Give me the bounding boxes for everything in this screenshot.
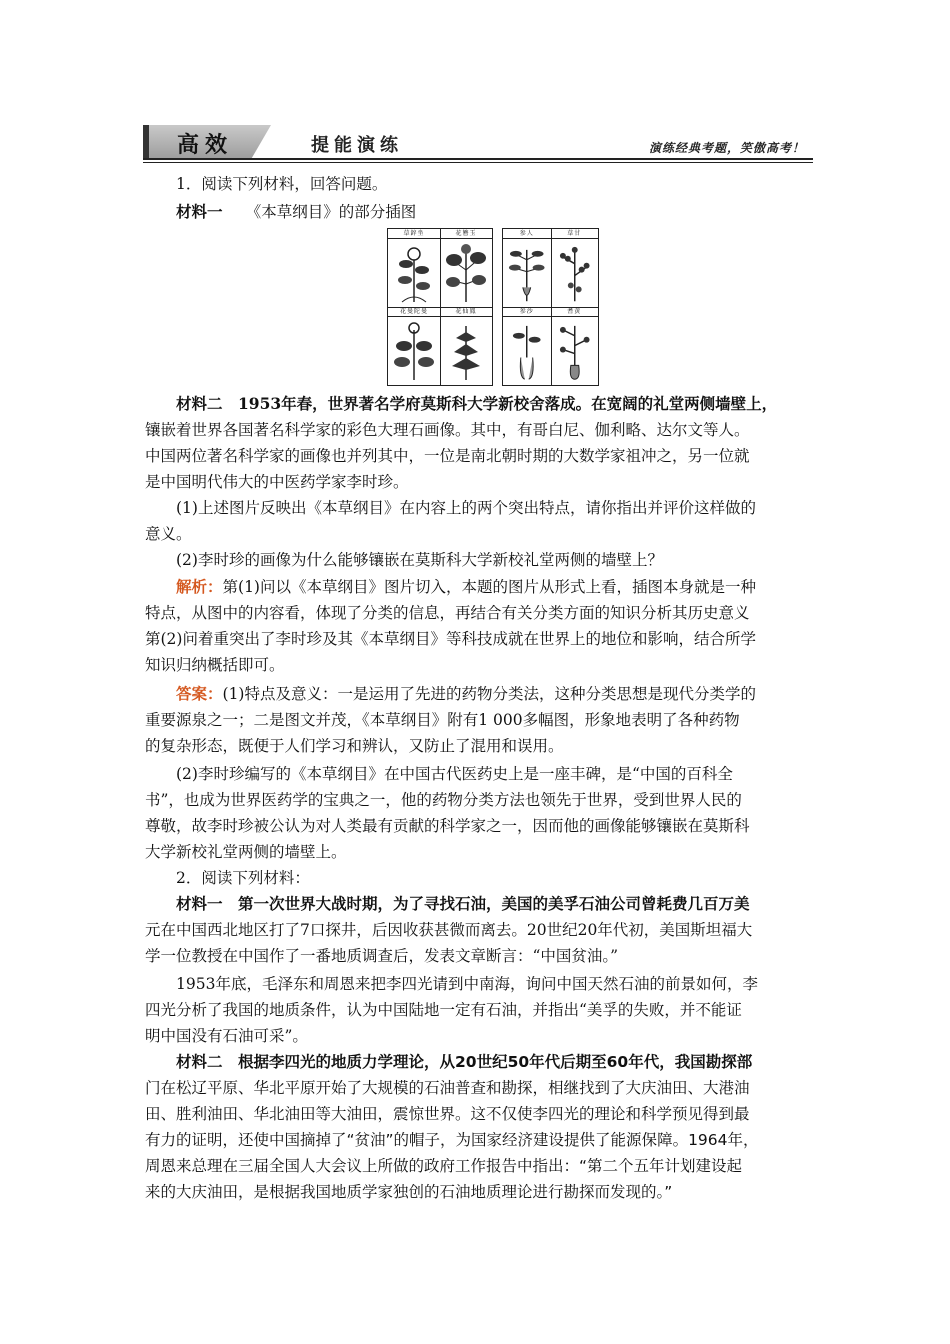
figure-cell-label: 参沙 bbox=[503, 307, 551, 317]
banner-title-main: 高效 bbox=[177, 133, 234, 158]
figure-cell-label: 草錊坐 bbox=[388, 229, 440, 239]
analysis-line: 知识归纳概括即可。 bbox=[145, 656, 285, 674]
analysis-line bbox=[176, 576, 756, 598]
q2-material1-line bbox=[176, 893, 750, 915]
figure-cell-label: 参人 bbox=[503, 229, 551, 239]
analysis-label: 解析： bbox=[176, 577, 223, 596]
answer-line: 重要源泉之一；二是图文并茂，《本草纲目》附有1 000多幅图，形象地表明了各种药物 bbox=[145, 711, 740, 729]
figure-cell bbox=[440, 229, 492, 307]
q2-material1b-line: 四光分析了我国的地质条件，认为中国陆地一定有石油，并指出“美孚的失败，并不能证 bbox=[145, 1001, 742, 1019]
banner-title-sub: 提能演练 bbox=[311, 135, 403, 156]
q1-material2-line bbox=[176, 393, 777, 415]
answer-line: 的复杂形态，既便于人们学习和辨认，又防止了混用和误用。 bbox=[145, 737, 564, 755]
q1-material1-label: 材料一 bbox=[176, 202, 223, 221]
q1-material2-line: 镶嵌着世界各国著名科学家的彩色大理石画像。其中，有哥白尼、伽利略、达尔文等人。 bbox=[145, 421, 750, 439]
q2-intro: 2．阅读下列材料： bbox=[176, 869, 310, 887]
banner-rule-thin bbox=[143, 162, 813, 163]
q1-material2-line: 中国两位著名科学家的画像也并列其中，一位是南北朝时期的大数学家祖冲之，另一位就 bbox=[145, 447, 750, 465]
answer-label: 答案： bbox=[176, 684, 223, 703]
q2-material1b-line: 1953年底，毛泽东和周恩来把李四光请到中南海，询问中国天然石油的前景如何，李 bbox=[176, 975, 758, 993]
q2-material1b-line: 明中国没有石油可采”。 bbox=[145, 1027, 308, 1045]
answer-text: (1)特点及意义：一是运用了先进的药物分类法，这种分类思想是现代分类学的 bbox=[222, 685, 756, 703]
figure-cell bbox=[551, 229, 599, 307]
q2-material2-line: 门在松辽平原、华北平原开始了大规模的石油普查和勘探，相继找到了大庆油田、大港油 bbox=[145, 1079, 750, 1097]
q2-material2-line: 有力的证明，还使中国摘掉了“贫油”的帽子，为国家经济建设提供了能源保障。1964年， bbox=[145, 1131, 759, 1149]
q1-material1-text: 《本草纲目》的部分插图 bbox=[253, 203, 417, 221]
answer2-line: (2)李时珍编写的《本草纲目》在中国古代医药史上是一座丰碑，是“中国的百科全 bbox=[176, 765, 733, 783]
section-banner bbox=[143, 125, 813, 161]
banner-rule bbox=[143, 158, 813, 160]
answer2-line: 大学新校礼堂两侧的墙壁上。 bbox=[145, 843, 347, 861]
q2-material1-line: 元在中国西北地区打了7口探井，后因收获甚微而离去。20世纪20年代初，美国斯坦福大 bbox=[145, 921, 753, 939]
q1-material1 bbox=[176, 201, 416, 223]
q2-material2-line: 来的大庆油田，是根据我国地质学家独创的石油地质理论进行勘探而发现的。” bbox=[145, 1183, 673, 1201]
plant-illustration-icon bbox=[555, 318, 594, 381]
plant-illustration-icon bbox=[444, 318, 488, 382]
figure-cell bbox=[503, 307, 551, 385]
analysis-line: 特点，从图中的内容看，体现了分类的信息，再结合有关分类方面的知识分析其历史意义 bbox=[145, 604, 750, 622]
figure-herb-illustrations-right bbox=[502, 228, 599, 386]
q1-material2-line: 是中国明代伟大的中医药学家李时珍。 bbox=[145, 473, 409, 491]
q2-material2-line: 田、胜利油田、华北油田等大油田，震惊世界。这不仅使李四光的理论和科学预见得到最 bbox=[145, 1105, 750, 1123]
plant-illustration-icon bbox=[444, 240, 488, 304]
q2-material1-line: 学一位教授在中国作了一番地质调查后，发表文章断言：“中国贫油。” bbox=[145, 947, 619, 965]
q1-material2-text: 材料二 1953年春，世界著名学府莫斯科大学新校舍落成。在宽阔的礼堂两侧墙壁上， bbox=[176, 394, 778, 413]
q2-material2-line bbox=[176, 1051, 752, 1073]
figure-cell bbox=[503, 229, 551, 307]
answer2-line: 书”，也成为世界医药学的宝典之一，他的药物分类方法也领先于世界，受到世界人民的 bbox=[145, 791, 742, 809]
q2-material2-text: 材料二 根据李四光的地质力学理论，从20世纪50年代后期至60年代，我国勘探部 bbox=[176, 1053, 753, 1071]
figure-cell-label: 花曼陀曼 bbox=[388, 307, 440, 317]
plant-illustration-icon bbox=[392, 318, 436, 382]
answer2-line: 尊敬，故李时珍被公认为对人类最有贡献的科学家之一，因而他的画像能够镶嵌在莫斯科 bbox=[145, 817, 750, 835]
plant-illustration-icon bbox=[392, 240, 436, 304]
banner-accent-bar bbox=[143, 125, 149, 158]
figure-cell bbox=[440, 307, 492, 385]
analysis-line: 第(2)问着重突出了李时珍及其《本草纲目》等科技成就在世界上的地位和影响，结合所学 bbox=[145, 630, 756, 648]
figure-cell bbox=[388, 229, 440, 307]
q1-subquestion-1: (1)上述图片反映出《本草纲目》在内容上的两个突出特点，请你指出并评价这样做的 bbox=[176, 499, 756, 517]
analysis-text: 第(1)问以《本草纲目》图片切入，本题的图片从形式上看，插图本身就是一种 bbox=[222, 578, 756, 596]
figure-cell-label: 草甘 bbox=[551, 229, 599, 239]
figure-cell-label: 花簪玉 bbox=[440, 229, 492, 239]
banner-slogan: 演练经典考题，笑傲高考！ bbox=[648, 141, 805, 155]
q1-subquestion-1-cont: 意义。 bbox=[145, 525, 192, 543]
figure-cell-label: 花仙鳳 bbox=[440, 307, 492, 317]
q2-material1-text: 材料一 第一次世界大战时期，为了寻找石油，美国的美孚石油公司曾耗费几百万美 bbox=[176, 894, 750, 913]
q1-intro: 1．阅读下列材料，回答问题。 bbox=[176, 175, 388, 193]
figure-cell bbox=[551, 307, 599, 385]
figure-cell-label: 耆黄 bbox=[551, 307, 599, 317]
figure-cell bbox=[388, 307, 440, 385]
plant-illustration-icon bbox=[555, 240, 594, 303]
plant-illustration-icon bbox=[507, 318, 546, 381]
q1-subquestion-2: (2)李时珍的画像为什么能够镶嵌在莫斯科大学新校礼堂两侧的墙壁上？ bbox=[176, 551, 663, 569]
answer-line bbox=[176, 683, 756, 705]
plant-illustration-icon bbox=[507, 240, 546, 303]
figure-herb-illustrations-left bbox=[387, 228, 493, 386]
q2-material2-line: 周恩来总理在三届全国人大会议上所做的政府工作报告中指出：“第二个五年计划建设起 bbox=[145, 1157, 743, 1175]
